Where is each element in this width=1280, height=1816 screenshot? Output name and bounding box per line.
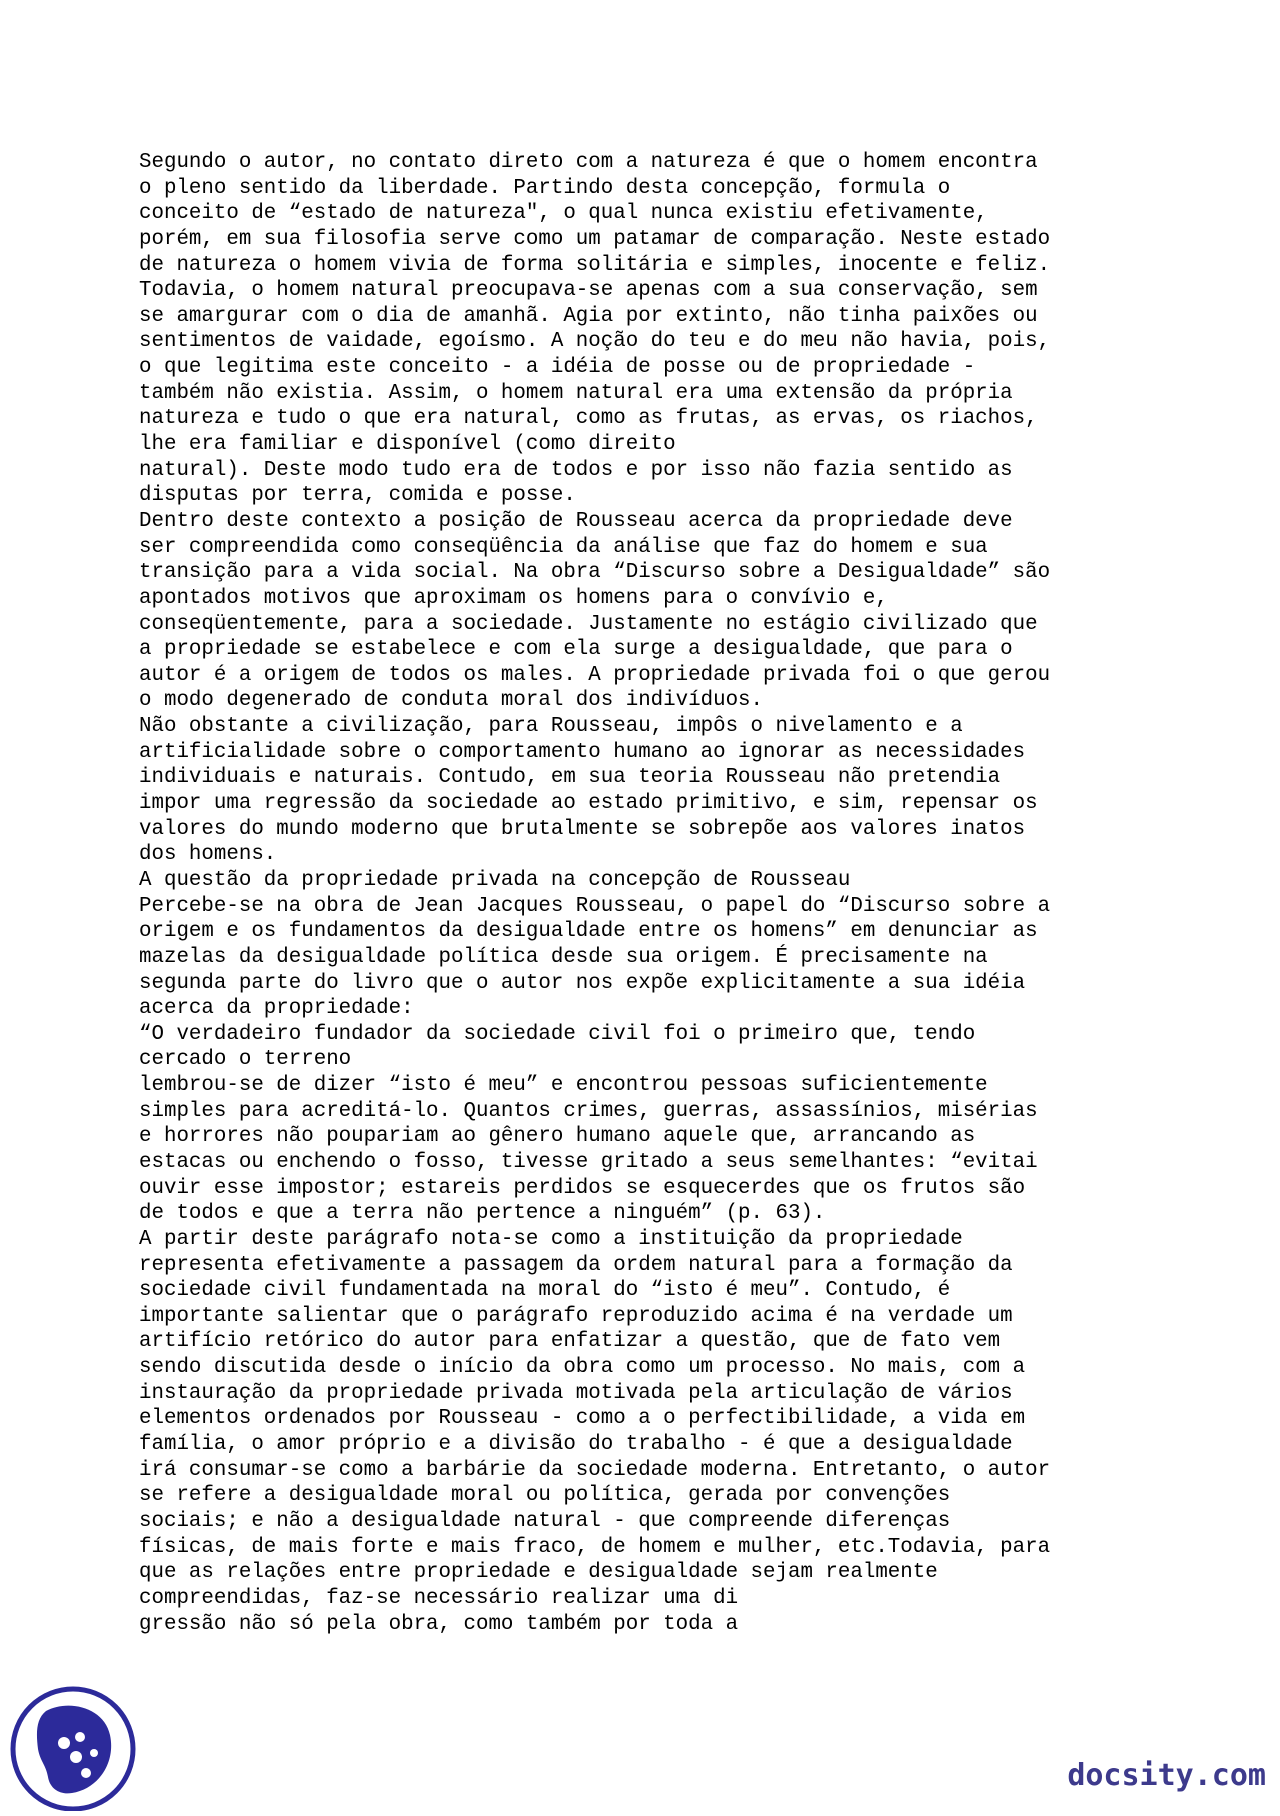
text-line: artifício retórico do autor para enfatizar a questão, que de fato vem xyxy=(139,1330,1001,1354)
text-line: conseqüentemente, para a sociedade. Justamente no estágio civilizado que xyxy=(139,612,1038,636)
text-line: lembrou-se de dizer “isto é meu” e encontrou pessoas suficientemente xyxy=(139,1074,988,1098)
text-line: ouvir esse impostor; estareis perdidos se esquecerdes que os frutos são xyxy=(139,1176,1026,1200)
text-line: simples para acreditá-lo. Quantos crimes, guerras, assassínios, misérias xyxy=(139,1099,1038,1123)
text-line: ser compreendida como conseqüência da análise que faz do homem e sua xyxy=(139,535,988,559)
text-line: elementos ordenados por Rousseau - como a o perfectibilidade, a vida em xyxy=(139,1407,1026,1431)
text-line: Não obstante a civilização, para Rousseau, impôs o nivelamento e a xyxy=(139,715,963,739)
text-line: lhe era familiar e disponível (como direito xyxy=(139,433,676,457)
text-line: natureza e tudo o que era natural, como as frutas, as ervas, os riachos, xyxy=(139,407,1038,431)
text-line: porém, em sua filosofia serve como um patamar de comparação. Neste estado xyxy=(139,227,1051,251)
text-line: valores do mundo moderno que brutalmente se sobrepõe aos valores inatos xyxy=(139,817,1026,841)
text-line: a propriedade se estabelece e com ela surge a desigualdade, que para o xyxy=(139,638,1013,662)
text-line: o modo degenerado de conduta moral dos indivíduos. xyxy=(139,689,764,713)
text-line: o pleno sentido da liberdade. Partindo desta concepção, formula o xyxy=(139,176,951,200)
text-line: segunda parte do livro que o autor nos expõe explicitamente a sua idéia xyxy=(139,971,1026,995)
text-line: dos homens. xyxy=(139,843,277,867)
text-line: que as relações entre propriedade e desigualdade sejam realmente xyxy=(139,1561,938,1585)
text-line: instauração da propriedade privada motivada pela articulação de vários xyxy=(139,1381,1013,1405)
text-line: artificialidade sobre o comportamento humano ao ignorar as necessidades xyxy=(139,740,1026,764)
text-line: Dentro deste contexto a posição de Rousseau acerca da propriedade deve xyxy=(139,509,1013,533)
text-line: e horrores não poupariam ao gênero humano aquele que, arrancando as xyxy=(139,1125,976,1149)
text-line: sociais; e não a desigualdade natural - que compreende diferenças xyxy=(139,1509,951,1533)
text-line: autor é a origem de todos os males. A propriedade privada foi o que gerou xyxy=(139,663,1051,687)
text-line: família, o amor próprio e a divisão do trabalho - é que a desigualdade xyxy=(139,1433,1013,1457)
text-line: sentimentos de vaidade, egoísmo. A noção do teu e do meu não havia, pois, xyxy=(139,330,1051,354)
text-line: origem e os fundamentos da desigualdade entre os homens” em denunciar as xyxy=(139,920,1038,944)
text-line: sociedade civil fundamentada na moral do “isto é meu”. Contudo, é xyxy=(139,1279,951,1303)
text-line: acerca da propriedade: xyxy=(139,997,414,1021)
text-line: físicas, de mais forte e mais fraco, de homem e mulher, etc.Todavia, para xyxy=(139,1535,1051,1559)
text-line: representa efetivamente a passagem da ordem natural para a formação da xyxy=(139,1253,1013,1277)
text-line: natural). Deste modo tudo era de todos e por isso não fazia sentido as xyxy=(139,458,1013,482)
docsity-logo-icon xyxy=(6,1681,140,1811)
text-line: Segundo o autor, no contato direto com a natureza é que o homem encontra xyxy=(139,151,1038,174)
text-line: mazelas da desigualdade política desde sua origem. É precisamente na xyxy=(139,945,988,969)
text-line: se amargurar com o dia de amanhã. Agia por extinto, não tinha paixões ou xyxy=(139,304,1038,328)
text-line: gressão não só pela obra, como também por toda a xyxy=(139,1612,739,1636)
text-line: cercado o terreno xyxy=(139,1048,352,1072)
text-line: A partir deste parágrafo nota-se como a instituição da propriedade xyxy=(139,1227,963,1251)
text-line: A questão da propriedade privada na concepção de Rousseau xyxy=(139,868,851,892)
text-line: “O verdadeiro fundador da sociedade civil foi o primeiro que, tendo xyxy=(139,1022,976,1046)
text-line: transição para a vida social. Na obra “Discurso sobre a Desigualdade” são xyxy=(139,561,1051,585)
text-line: também não existia. Assim, o homem natural era uma extensão da própria xyxy=(139,381,1013,405)
docsity-watermark: docsity.com xyxy=(1067,1758,1266,1793)
text-line: Percebe-se na obra de Jean Jacques Rousseau, o papel do “Discurso sobre a xyxy=(139,894,1051,918)
text-line: estacas ou enchendo o fosso, tivesse gritado a seus semelhantes: “evitai xyxy=(139,1150,1038,1174)
text-line: sendo discutida desde o início da obra como um processo. No mais, com a xyxy=(139,1356,1026,1380)
text-line: o que legitima este conceito - a idéia de posse ou de propriedade - xyxy=(139,356,976,380)
document-body xyxy=(139,150,1149,1637)
text-line: Todavia, o homem natural preocupava-se apenas com a sua conservação, sem xyxy=(139,279,1038,303)
text-line: se refere a desigualdade moral ou política, gerada por convenções xyxy=(139,1484,951,1508)
text-line: conceito de “estado de natureza", o qual nunca existiu efetivamente, xyxy=(139,202,988,226)
text-line: impor uma regressão da sociedade ao estado primitivo, e sim, repensar os xyxy=(139,792,1038,816)
text-line: importante salientar que o parágrafo reproduzido acima é na verdade um xyxy=(139,1304,1013,1328)
text-line: de natureza o homem vivia de forma solitária e simples, inocente e feliz. xyxy=(139,253,1051,277)
text-line: apontados motivos que aproximam os homens para o convívio e, xyxy=(139,586,888,610)
text-line: de todos e que a terra não pertence a ninguém” (p. 63). xyxy=(139,1202,826,1226)
text-line: irá consumar-se como a barbárie da sociedade moderna. Entretanto, o autor xyxy=(139,1458,1051,1482)
text-line: individuais e naturais. Contudo, em sua teoria Rousseau não pretendia xyxy=(139,766,1001,790)
text-line: disputas por terra, comida e posse. xyxy=(139,484,576,508)
text-line: compreendidas, faz-se necessário realizar uma di xyxy=(139,1586,739,1610)
